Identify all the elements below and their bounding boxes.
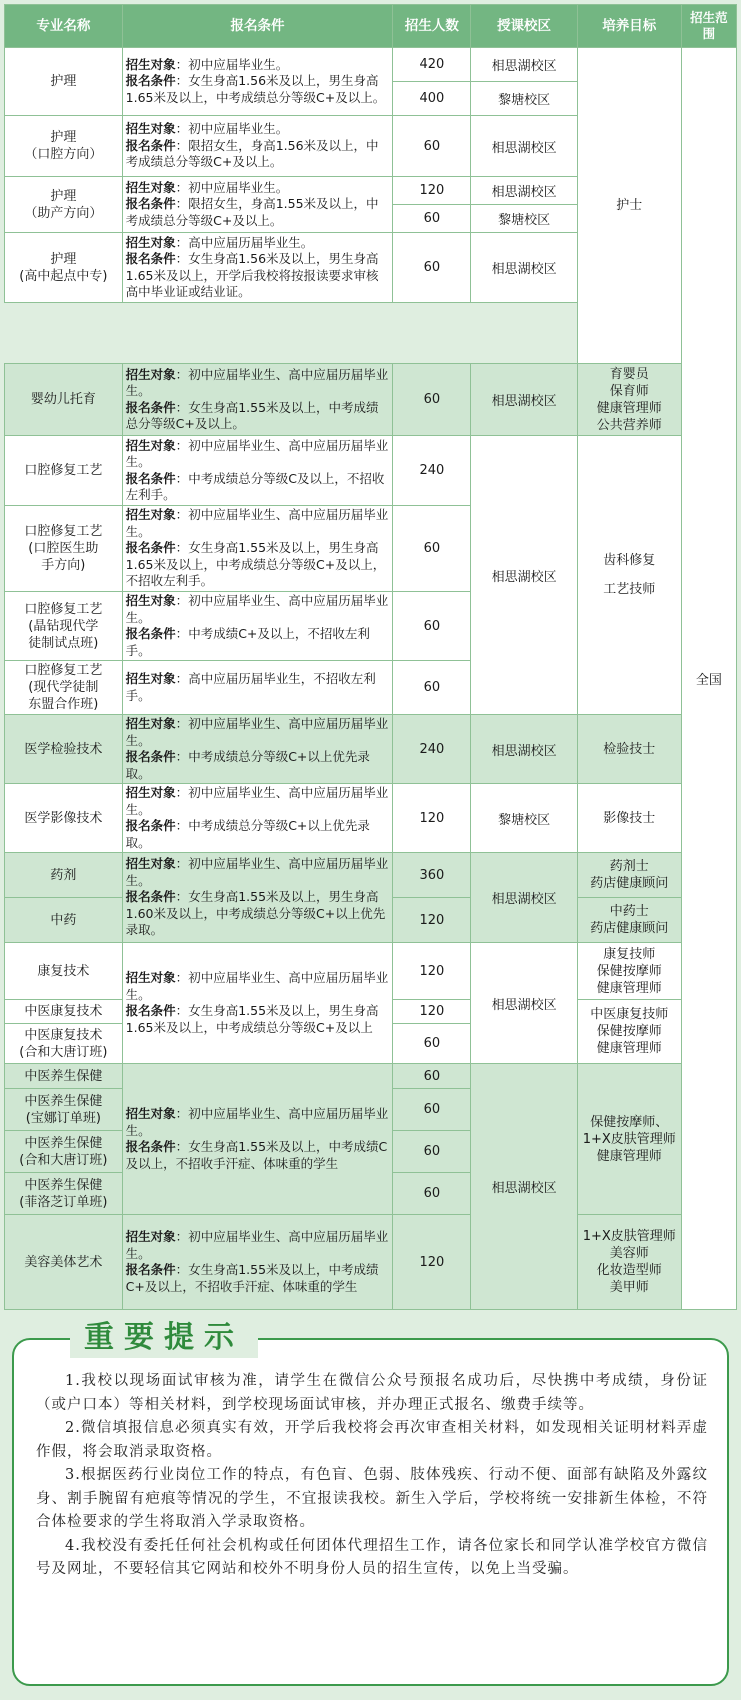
major-name <box>5 853 123 898</box>
major-name <box>5 898 123 943</box>
goal-line: 药店健康顾问 <box>590 876 669 891</box>
major-conditions: 招生对象：初中应届毕业生。 报名条件：限招女生，身高1.55米及以上，中考成绩总分等级C+及以上。 <box>122 177 393 233</box>
admissions-table <box>4 4 737 1310</box>
major-name <box>5 715 123 784</box>
major-name-line: 护理 <box>50 188 77 204</box>
major-name-line: (合和大唐订班) <box>19 1044 108 1060</box>
major-conditions: 招生对象：初中应届毕业生、高中应届历届毕业生。 报名条件：女生身高1.55米及以上，男生身高1.65米及以上，中考成绩总分等级C+及以上 <box>122 943 393 1064</box>
condition-label: 报名条件 <box>125 749 176 764</box>
major-name <box>5 1064 123 1089</box>
goal-line: 保育师 <box>609 383 649 399</box>
admissions-table-wrapper <box>4 4 737 1310</box>
major-name-line: 口腔修复工艺 <box>24 601 103 617</box>
quota-cell: 60 <box>393 116 471 177</box>
major-name-line: 中医养生保健 <box>24 1068 103 1084</box>
major-name <box>5 784 123 853</box>
major-name <box>5 1131 123 1173</box>
quota-cell: 60 <box>393 1024 471 1064</box>
table-row <box>5 1215 737 1310</box>
notice-item: 4.我校没有委托任何社会机构或任何团体代理招生工作，请各位家长和同学认准学校官方微信号及网址，不要轻信其它网站和校外不明身份人员的招生宣传，以免上当受骗。 <box>36 1537 708 1577</box>
quota-cell: 60 <box>393 364 471 436</box>
header-campus: 授课校区 <box>471 5 577 48</box>
scope-cell: 全国 <box>681 48 736 1310</box>
header-major: 专业名称 <box>5 5 123 48</box>
major-conditions: 招生对象：初中应届毕业生、高中应届历届毕业生。 报名条件：中考成绩总分等级C+以上优先录取。 <box>122 715 393 784</box>
condition-text: 女生身高1.55米及以上，男生身高1.65米及以上，中考成绩总分等级C+及以上 <box>125 1003 379 1035</box>
goal-line: 工艺技师 <box>603 582 656 597</box>
quota-cell: 360 <box>393 853 471 898</box>
quota-cell: 60 <box>393 1131 471 1173</box>
condition-text: 中考成绩总分等级C+以上优先录取。 <box>125 749 370 781</box>
goal-line: 保健按摩师 <box>596 1024 662 1039</box>
target-text: 初中应届毕业生、高中应届历届毕业生。 <box>125 785 389 817</box>
campus-cell: 相思湖校区 <box>471 233 577 303</box>
major-name-line: 美容美体艺术 <box>24 1254 103 1270</box>
major-conditions: 招生对象：初中应届毕业生、高中应届历届毕业生。 报名条件：中考成绩总分等级C及以上，不招收左利手。 <box>122 436 393 506</box>
target-text: 初中应届毕业生、高中应届历届毕业生。 <box>125 716 389 748</box>
major-name-line: (晶钻现代学 <box>28 618 99 634</box>
quota-cell: 120 <box>393 1215 471 1310</box>
quota-cell: 120 <box>393 898 471 943</box>
major-name-line: 徒制试点班) <box>28 635 99 651</box>
goal-line: 中医康复技师 <box>590 1007 669 1022</box>
condition-label: 报名条件 <box>125 626 176 641</box>
major-name <box>5 1024 123 1064</box>
major-name-line: 口腔修复工艺 <box>24 463 103 478</box>
target-text: 初中应届毕业生、高中应届历届毕业生。 <box>125 366 389 398</box>
target-label: 招生对象 <box>125 179 176 195</box>
target-text: 初中应届毕业生、高中应届历届毕业生。 <box>125 1229 389 1261</box>
goal-cell <box>577 1064 681 1215</box>
quota-cell: 60 <box>393 1089 471 1131</box>
goal-cell <box>577 1215 681 1310</box>
target-text: 初中应届毕业生、高中应届历届毕业生。 <box>125 507 389 539</box>
goal-line: 保健按摩师、 <box>590 1114 669 1130</box>
condition-text: 女生身高1.55米及以上，男生身高1.65米及以上，中考成绩总分等级C+及以上，不招收左利手。 <box>125 540 386 589</box>
quota-cell: 60 <box>393 205 471 233</box>
major-name-line: 手方向) <box>41 558 86 573</box>
quota-cell: 120 <box>393 1000 471 1024</box>
major-name <box>5 177 123 233</box>
goal-line: 中药士 <box>609 904 649 919</box>
table-row <box>5 715 737 784</box>
goal-line: 药剂士 <box>609 859 649 874</box>
major-name <box>5 436 123 506</box>
goal-cell <box>577 436 681 715</box>
major-name-line: 护理 <box>50 74 77 89</box>
condition-text: 女生身高1.55米及以上，中考成绩C及以上，不招收手汗症、体味重的学生 <box>125 1139 388 1171</box>
condition-label: 报名条件 <box>125 1139 176 1154</box>
major-name-line: 中医康复技术 <box>24 1004 103 1019</box>
major-name <box>5 506 123 592</box>
condition-text: 中考成绩总分等级C及以上，不招收左利手。 <box>125 470 385 502</box>
target-label: 招生对象 <box>125 856 176 872</box>
major-name-line: 中药 <box>50 912 77 928</box>
condition-label: 报名条件 <box>125 1262 176 1277</box>
goal-cell <box>577 898 681 943</box>
major-name-line: 康复技术 <box>37 963 90 979</box>
major-name-line: （助产方向） <box>24 205 103 221</box>
major-name-line: 护理 <box>50 130 77 145</box>
campus-cell: 黎塘校区 <box>471 82 577 116</box>
target-text: 初中应届毕业生、高中应届历届毕业生。 <box>125 856 389 888</box>
condition-label: 报名条件 <box>125 470 176 486</box>
major-name <box>5 1215 123 1310</box>
major-name-line: 口腔修复工艺 <box>24 663 103 678</box>
major-name-line: (宝娜订单班) <box>25 1110 101 1126</box>
major-name-line: 中医康复技术 <box>24 1027 103 1043</box>
goal-line: 健康管理师 <box>596 980 662 996</box>
goal-line: 康复技师 <box>603 946 656 962</box>
major-name <box>5 48 123 116</box>
target-label: 招生对象 <box>125 437 176 453</box>
table-header-row <box>5 5 737 48</box>
table-row <box>5 436 737 506</box>
campus-cell: 相思湖校区 <box>471 1064 577 1310</box>
goal-line: 美容师 <box>609 1246 649 1261</box>
major-name-line: (菲洛芝订单班) <box>19 1194 108 1210</box>
condition-text: 限招女生，身高1.56米及以上，中考成绩总分等级C+及以上。 <box>125 137 379 170</box>
target-text: 初中应届毕业生、高中应届历届毕业生。 <box>125 437 389 469</box>
quota-cell: 240 <box>393 436 471 506</box>
quota-cell: 240 <box>393 715 471 784</box>
table-row <box>5 853 737 898</box>
table-row <box>5 784 737 853</box>
major-name <box>5 943 123 1000</box>
target-label: 招生对象 <box>125 56 176 72</box>
notice-title: 重要提示 <box>70 1318 258 1358</box>
target-text: 初中应届毕业生。 <box>188 56 289 72</box>
major-name-line: (口腔医生助 <box>28 541 99 556</box>
condition-text: 女生身高1.55米及以上，男生身高1.60米及以上，中考成绩总分等级C+以上优先录取。 <box>125 889 386 938</box>
goal-line: 美甲师 <box>609 1280 649 1295</box>
major-name <box>5 1173 123 1215</box>
major-name-line: 婴幼儿托育 <box>30 392 96 407</box>
target-text: 初中应届毕业生、高中应届历届毕业生。 <box>125 1106 389 1138</box>
goal-line: 1+X皮肤管理师 <box>582 1131 676 1147</box>
target-label: 招生对象 <box>125 970 176 985</box>
goal-line: 1+X皮肤管理师 <box>582 1229 676 1244</box>
notice-item: 1.我校以现场面试审核为准，请学生在微信公众号预报名成功后，尽快携中考成绩，身份证（或户口本）等相关材料，到学校现场面试审核，并办理正式报名、缴费手续等。 <box>36 1373 708 1413</box>
table-row <box>5 48 737 82</box>
condition-label: 报名条件 <box>125 196 176 212</box>
goal-cell <box>577 364 681 436</box>
target-label: 招生对象 <box>125 671 176 686</box>
condition-text: 中考成绩总分等级C+以上优先录取。 <box>125 818 370 850</box>
major-name <box>5 592 123 661</box>
quota-cell: 60 <box>393 233 471 303</box>
table-row <box>5 943 737 1000</box>
header-quota: 招生人数 <box>393 5 471 48</box>
quota-cell: 60 <box>393 592 471 661</box>
condition-label: 报名条件 <box>125 399 176 415</box>
condition-text: 中考成绩C+及以上，不招收左利手。 <box>125 626 370 658</box>
target-label: 招生对象 <box>125 507 176 523</box>
quota-cell: 60 <box>393 1173 471 1215</box>
target-text: 高中应届历届毕业生。 <box>188 234 314 250</box>
major-conditions: 招生对象：初中应届毕业生、高中应届历届毕业生。 报名条件：女生身高1.55米及以上，中考成绩总分等级C+及以上。 <box>122 364 393 436</box>
target-text: 初中应届毕业生。 <box>188 121 289 137</box>
header-goal: 培养目标 <box>577 5 681 48</box>
major-name-line: 中医养生保健 <box>24 1177 103 1193</box>
table-row <box>5 364 737 436</box>
target-text: 高中应届历届毕业生，不招收左利手。 <box>125 671 376 703</box>
target-text: 初中应届毕业生、高中应届历届毕业生。 <box>125 970 389 1002</box>
condition-label: 报名条件 <box>125 818 176 833</box>
quota-cell: 60 <box>393 506 471 592</box>
major-name-line: 药剂 <box>50 867 77 883</box>
target-label: 招生对象 <box>125 593 176 608</box>
goal-cell <box>577 943 681 1000</box>
target-label: 招生对象 <box>125 234 176 250</box>
campus-cell: 相思湖校区 <box>471 177 577 205</box>
major-conditions: 招生对象：初中应届毕业生。 报名条件：限招女生，身高1.56米及以上，中考成绩总分等级C+及以上。 <box>122 116 393 177</box>
major-name <box>5 116 123 177</box>
condition-text: 女生身高1.55米及以上，中考成绩C+及以上，不招收手汗症、体味重的学生 <box>125 1262 379 1294</box>
campus-cell: 黎塘校区 <box>471 784 577 853</box>
important-notice-box <box>12 1320 729 1686</box>
notice-item: 3.根据医药行业岗位工作的特点，有色盲、色弱、肢体残疾、行动不便、面部有缺陷及外露纹身、割手腕留有疤痕等情况的学生，不宜报读我校。新生入学后，学校将统一安排新生体检，不符合体检要求的学生将取消入学录取资格。 <box>36 1467 708 1530</box>
quota-cell: 120 <box>393 784 471 853</box>
condition-text: 限招女生，身高1.55米及以上，中考成绩总分等级C+及以上。 <box>125 196 379 228</box>
goal-line: 药店健康顾问 <box>590 921 669 936</box>
quota-cell: 60 <box>393 661 471 715</box>
major-name <box>5 364 123 436</box>
goal-cell: 影像技士 <box>577 784 681 853</box>
major-name-line: (现代学徒制 <box>28 680 99 695</box>
header-conditions: 报名条件 <box>122 5 393 48</box>
major-name-line: 中医养生保健 <box>24 1093 103 1109</box>
major-conditions: 招生对象：初中应届毕业生。 报名条件：女生身高1.56米及以上，男生身高1.65米及以上，中考成绩总分等级C+及以上。 <box>122 48 393 116</box>
goal-cell <box>577 1000 681 1064</box>
major-name <box>5 661 123 715</box>
target-label: 招生对象 <box>125 716 176 731</box>
major-name-line: 中医养生保健 <box>24 1135 103 1151</box>
campus-cell: 相思湖校区 <box>471 364 577 436</box>
goal-line: 公共营养师 <box>596 417 662 433</box>
goal-line: 齿科修复 <box>603 553 656 568</box>
condition-label: 报名条件 <box>125 540 176 556</box>
quota-cell: 120 <box>393 943 471 1000</box>
campus-cell: 相思湖校区 <box>471 853 577 943</box>
target-label: 招生对象 <box>125 1106 176 1121</box>
condition-text: 女生身高1.56米及以上，男生身高1.65米及以上，中考成绩总分等级C+及以上。 <box>125 73 386 105</box>
major-name-line: 医学检验技术 <box>24 741 103 757</box>
quota-cell: 60 <box>393 1064 471 1089</box>
goal-cell: 护士 <box>577 48 681 364</box>
campus-cell: 黎塘校区 <box>471 205 577 233</box>
campus-cell: 相思湖校区 <box>471 48 577 82</box>
condition-label: 报名条件 <box>125 251 176 266</box>
goal-line: 健康管理师 <box>596 1041 662 1056</box>
target-label: 招生对象 <box>125 785 176 800</box>
condition-label: 报名条件 <box>125 137 176 153</box>
major-name-line: 口腔修复工艺 <box>24 524 103 539</box>
campus-cell: 相思湖校区 <box>471 943 577 1064</box>
campus-cell: 相思湖校区 <box>471 436 577 715</box>
notice-item: 2.微信填报信息必须真实有效，开学后我校将会再次审查相关材料，如发现相关证明材料弄虚作假，将会取消录取资格。 <box>36 1420 708 1460</box>
target-label: 招生对象 <box>125 1229 176 1244</box>
target-label: 招生对象 <box>125 121 176 137</box>
major-conditions: 招生对象：高中应届历届毕业生。 报名条件：女生身高1.56米及以上，男生身高1.65米及以上，开学后我校将按报读要求审核高中毕业证或结业证。 <box>122 233 393 303</box>
major-name-line: 护理 <box>50 251 77 267</box>
target-text: 初中应届毕业生。 <box>188 179 289 195</box>
quota-cell: 120 <box>393 177 471 205</box>
campus-cell: 相思湖校区 <box>471 116 577 177</box>
goal-cell <box>577 853 681 898</box>
condition-label: 报名条件 <box>125 1003 176 1018</box>
goal-cell: 检验技士 <box>577 715 681 784</box>
major-conditions: 招生对象：高中应届历届毕业生，不招收左利手。 <box>122 661 393 715</box>
major-conditions: 招生对象：初中应届毕业生、高中应届历届毕业生。 报名条件：中考成绩总分等级C+以上优先录取。 <box>122 784 393 853</box>
major-name-line: 东盟合作班) <box>28 697 99 712</box>
major-conditions: 招生对象：初中应届毕业生、高中应届历届毕业生。 报名条件：女生身高1.55米及以上，中考成绩C+及以上，不招收手汗症、体味重的学生 <box>122 1215 393 1310</box>
quota-cell: 400 <box>393 82 471 116</box>
major-conditions: 招生对象：初中应届毕业生、高中应届历届毕业生。 报名条件：女生身高1.55米及以上，中考成绩C及以上，不招收手汗症、体味重的学生 <box>122 1064 393 1215</box>
target-label: 招生对象 <box>125 366 176 382</box>
condition-text: 女生身高1.56米及以上，男生身高1.65米及以上，开学后我校将按报读要求审核高中毕业证或结业证。 <box>125 251 379 299</box>
goal-line: 健康管理师 <box>596 400 662 416</box>
major-name-line: 医学影像技术 <box>24 810 103 826</box>
major-name-line: (高中起点中专) <box>19 268 108 284</box>
major-name-line: (合和大唐订班) <box>19 1152 108 1168</box>
goal-line: 保健按摩师 <box>596 963 662 979</box>
condition-label: 报名条件 <box>125 889 176 905</box>
major-name <box>5 1000 123 1024</box>
goal-line: 育婴员 <box>609 366 649 382</box>
header-scope: 招生范围 <box>681 5 736 48</box>
major-conditions: 招生对象：初中应届毕业生、高中应届历届毕业生。 报名条件：女生身高1.55米及以上，男生身高1.60米及以上，中考成绩总分等级C+以上优先录取。 <box>122 853 393 943</box>
notice-body <box>36 1370 708 1582</box>
target-text: 初中应届毕业生、高中应届历届毕业生。 <box>125 593 389 625</box>
major-conditions: 招生对象：初中应届毕业生、高中应届历届毕业生。 报名条件：中考成绩C+及以上，不招收左利手。 <box>122 592 393 661</box>
major-name-line: （口腔方向） <box>24 147 103 162</box>
condition-label: 报名条件 <box>125 73 176 89</box>
condition-text: 女生身高1.55米及以上，中考成绩总分等级C+及以上。 <box>125 399 379 431</box>
goal-line: 健康管理师 <box>596 1148 662 1164</box>
major-name <box>5 1089 123 1131</box>
campus-cell: 相思湖校区 <box>471 715 577 784</box>
table-row <box>5 1064 737 1089</box>
goal-line: 化妆造型师 <box>596 1263 662 1278</box>
major-name <box>5 233 123 303</box>
major-conditions: 招生对象：初中应届毕业生、高中应届历届毕业生。 报名条件：女生身高1.55米及以上，男生身高1.65米及以上，中考成绩总分等级C+及以上，不招收左利手。 <box>122 506 393 592</box>
quota-cell: 420 <box>393 48 471 82</box>
